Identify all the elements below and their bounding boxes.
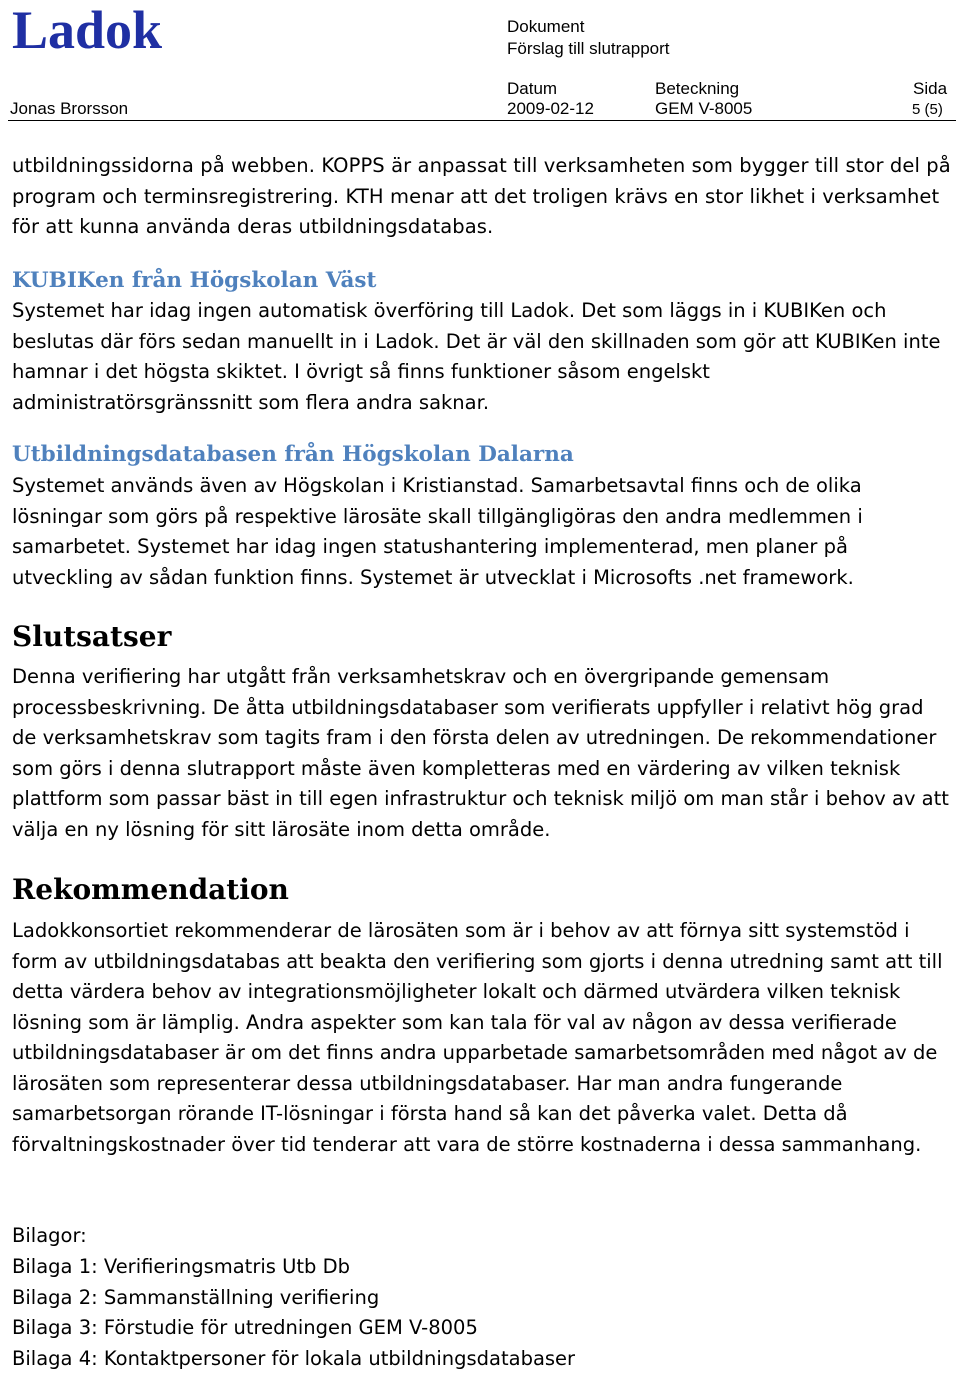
page-label: Sida <box>913 79 948 98</box>
heading-recommendation: Rekommendation <box>12 873 289 906</box>
header-divider <box>8 120 956 121</box>
reference-label: Beteckning <box>655 79 740 98</box>
attachments-label: Bilagor: <box>12 1224 87 1247</box>
conclusions-text: Denna verifiering har utgått från verksamhetskrav och en övergripande gemensam processbeskrivning. De åtta utbildningsdatabaser som verifierats uppfyller i relativt hög grad de verksamhetskrav som tagits fram i den första delen av utredningen. De rekommendationer som görs i denna slutrapport måste även kompletteras med en värdering av vilken teknisk plattform som passar bäst in till egen infrastruktur och teknisk miljö om man står i behov av att välja en ny lösning för sitt lärosäte inom detta område. <box>12 665 949 841</box>
attachment-item: Bilaga 3: Förstudie för utredningen GEM V-8005 <box>12 1316 478 1340</box>
document-title: Förslag till slutrapport <box>507 39 670 58</box>
section-text-dalarna: Systemet används även av Högskolan i Kristianstad. Samarbetsavtal finns och de olika lösningar som görs på respektive lärosäte skall tillgängligöras den andra medlemmen i samarbetet. Systemet har idag ingen statushantering implementerad, men planer på utveckling av sådan funktion finns. Systemet är utvecklat i Microsofts .net framework. <box>12 474 863 589</box>
date-value: 2009-02-12 <box>507 99 594 118</box>
intro-paragraph: utbildningssidorna på webben. KOPPS är anpassat till verksamheten som bygger till stor del på program och terminsregistrering. KTH menar att det troligen krävs en stor likhet i verksamhet för att kunna använda deras utbildningsdatabas. <box>12 154 951 238</box>
section-text-kubiken: Systemet har idag ingen automatisk överföring till Ladok. Det som läggs in i KUBIKen och beslutas där förs sedan manuellt in i Ladok. Det är väl den skillnaden som gör att KUBIKen inte hamnar i det högsta skiktet. I övrigt så finns funktioner såsom engelskt administratörsgränssnitt som flera andra saknar. <box>12 299 941 414</box>
attachment-item: Bilaga 4: Kontaktpersoner för lokala utbildningsdatabaser <box>12 1347 576 1371</box>
attachment-item: Bilaga 1: Verifieringsmatris Utb Db <box>12 1254 351 1278</box>
reference-value: GEM V-8005 <box>655 99 753 118</box>
section-heading-kubiken: KUBIKen från Högskolan Väst <box>12 268 377 293</box>
attachments-list <box>12 1221 575 1375</box>
date-label: Datum <box>507 79 558 98</box>
document-label: Dokument <box>507 17 585 36</box>
author-name: Jonas Brorsson <box>10 99 129 118</box>
ladok-logo: Ladok <box>12 0 163 60</box>
page-number: 5 (5) <box>912 101 943 118</box>
recommendation-text: Ladokkonsortiet rekommenderar de lärosäten som är i behov av att förnya sitt systemstöd i form av utbildningsdatabas att beakta den verifiering som gjorts i denna utredning samt att till detta värdera behov av integrationsmöjligheter lokalt och därmed utvärdera vilken teknisk lösning som är lämplig. Andra aspekter som kan tala för val av någon av dessa verifierade utbildningsdatabaser är om det finns andra upparbetade samarbetsområden med något av de lärosäten som representerar dessa utbildningsdatabaser. Har man andra fungerande samarbetsorgan rörande IT-lösningar i första hand så kan det påverka valet. Detta då förvaltningskostnader över tid tenderar att vara de större kostnaderna i dessa sammanhang. <box>12 919 943 1156</box>
section-heading-dalarna: Utbildningsdatabasen från Högskolan Dalarna <box>12 442 574 467</box>
heading-conclusions: Slutsatser <box>12 620 172 653</box>
attachment-item: Bilaga 2: Sammanställning verifiering <box>12 1285 380 1309</box>
